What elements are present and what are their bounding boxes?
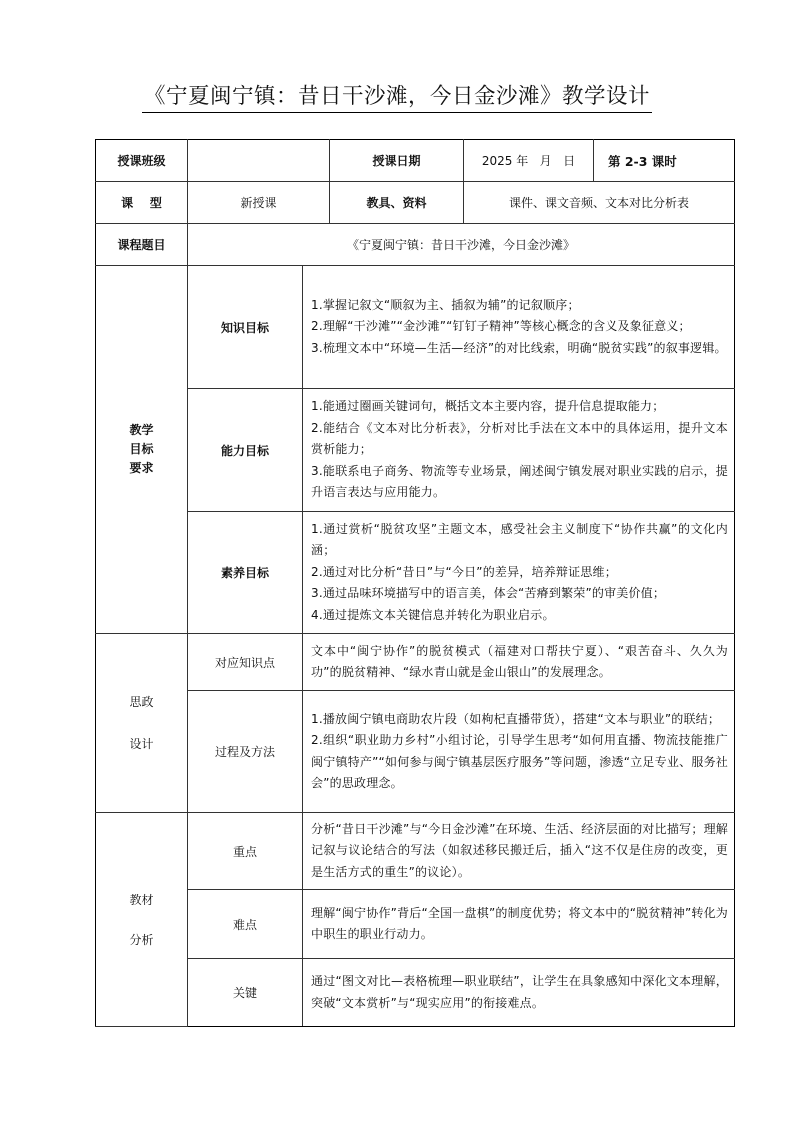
ideology-category-line: 设计 bbox=[129, 737, 154, 751]
knowledge-goal-item: 1.掌握记叙文“顺叙为主、插叙为辅”的记叙顺序； bbox=[311, 297, 580, 312]
ideology-category-line: 思政 bbox=[129, 695, 154, 709]
literacy-goal-item: 3.通过品味环境描写中的语言美，体会“苦瘠到繁荣”的审美价值； bbox=[311, 586, 666, 601]
goals-category bbox=[96, 266, 188, 634]
table-row bbox=[96, 691, 735, 813]
literacy-goal-item: 4.通过提炼文本关键信息并转化为职业启示。 bbox=[311, 607, 555, 622]
literacy-goal-item: 2.通过对比分析“昔日”与“今日”的差异，培养辩证思维； bbox=[311, 564, 617, 579]
knowledge-point-label: 对应知识点 bbox=[188, 634, 303, 691]
ideology-category bbox=[96, 634, 188, 813]
literacy-goal-label: 素养目标 bbox=[188, 512, 303, 634]
document-title-text: 《宁夏闽宁镇：昔日干沙滩，今日金沙滩》教学设计 bbox=[142, 85, 652, 113]
ability-goal-item: 1.能通过圈画关键词句，概括文本主要内容，提升信息提取能力； bbox=[311, 399, 665, 414]
process-method-label: 过程及方法 bbox=[188, 691, 303, 813]
topic-value: 《宁夏闽宁镇：昔日干沙滩，今日金沙滩》 bbox=[188, 224, 735, 266]
type-label: 课 型 bbox=[96, 182, 188, 224]
key-label: 关键 bbox=[188, 959, 303, 1027]
process-method-text bbox=[303, 691, 735, 813]
materials-value: 课件、课文音频、文本对比分析表 bbox=[464, 182, 735, 224]
lesson-plan-table bbox=[95, 139, 735, 1027]
process-method-item: 1.播放闽宁镇电商助农片段（如枸杞直播带货），搭建“文本与职业”的联结； bbox=[311, 711, 721, 726]
knowledge-goal-item: 2.理解“干沙滩”“金沙滩”“钉钉子精神”等核心概念的含义及象征意义； bbox=[311, 319, 691, 334]
topic-label: 课程题目 bbox=[96, 224, 188, 266]
analysis-category bbox=[96, 813, 188, 1027]
focus-text: 分析“昔日干沙滩”与“今日金沙滩”在环境、生活、经济层面的对比描写；理解记叙与议论结合的写法（如叙述移民搬迁后，插入“这不仅是住房的改变，更是生活方式的重生”的议论）。 bbox=[303, 813, 735, 890]
analysis-category-line: 分析 bbox=[129, 932, 154, 947]
knowledge-goal-text bbox=[303, 266, 735, 389]
ability-goal-item: 3.能联系电子商务、物流等专业场景，阐述闽宁镇发展对职业实践的启示，提升语言表达与应用能力。 bbox=[311, 463, 728, 500]
knowledge-point-text: 文本中“闽宁协作”的脱贫模式（福建对口帮扶宁夏）、“艰苦奋斗、久久为功”的脱贫精神、“绿水青山就是金山银山”的发展理念。 bbox=[303, 634, 735, 691]
table-row bbox=[96, 182, 735, 224]
table-row bbox=[96, 813, 735, 890]
table-row bbox=[96, 890, 735, 959]
table-row bbox=[96, 959, 735, 1027]
analysis-category-line: 教材 bbox=[129, 892, 154, 907]
date-label: 授课日期 bbox=[330, 140, 464, 182]
period-value: 第 2-3 课时 bbox=[594, 140, 735, 182]
table-row bbox=[96, 634, 735, 691]
date-value: 2025 年 月 日 bbox=[464, 140, 594, 182]
goals-category-line: 目标 bbox=[129, 442, 154, 456]
class-label: 授课班级 bbox=[96, 140, 188, 182]
process-method-item: 2.组织“职业助力乡村”小组讨论，引导学生思考“如何用直播、物流技能推广闽宁镇特产”“如何参与闽宁镇基层医疗服务”等问题，渗透“立足专业、服务社会”的思政理念。 bbox=[311, 733, 728, 790]
knowledge-goal-label: 知识目标 bbox=[188, 266, 303, 389]
materials-label: 教具、资料 bbox=[330, 182, 464, 224]
goals-category-line: 要求 bbox=[129, 461, 154, 475]
table-row bbox=[96, 266, 735, 389]
table-row bbox=[96, 140, 735, 182]
knowledge-goal-item: 3.梳理文本中“环境—生活—经济”的对比线索，明确“脱贫实践”的叙事逻辑。 bbox=[311, 340, 727, 355]
table-row bbox=[96, 389, 735, 512]
difficulty-label: 难点 bbox=[188, 890, 303, 959]
type-value: 新授课 bbox=[188, 182, 330, 224]
goals-category-line: 教学 bbox=[129, 423, 154, 437]
literacy-goal-item: 1.通过赏析“脱贫攻坚”主题文本，感受社会主义制度下“协作共赢”的文化内涵； bbox=[311, 521, 728, 558]
table-row bbox=[96, 224, 735, 266]
document-title bbox=[0, 84, 794, 113]
table-row bbox=[96, 512, 735, 634]
class-value bbox=[188, 140, 330, 182]
focus-label: 重点 bbox=[188, 813, 303, 890]
ability-goal-item: 2.能结合《文本对比分析表》，分析对比手法在文本中的具体运用，提升文本赏析能力； bbox=[311, 420, 728, 457]
key-text: 通过“图文对比—表格梳理—职业联结”，让学生在具象感知中深化文本理解，突破“文本赏析”与“现实应用”的衔接难点。 bbox=[303, 959, 735, 1027]
ability-goal-label: 能力目标 bbox=[188, 389, 303, 512]
literacy-goal-text bbox=[303, 512, 735, 634]
difficulty-text: 理解“闽宁协作”背后“全国一盘棋”的制度优势；将文本中的“脱贫精神”转化为中职生的职业行动力。 bbox=[303, 890, 735, 959]
ability-goal-text bbox=[303, 389, 735, 512]
